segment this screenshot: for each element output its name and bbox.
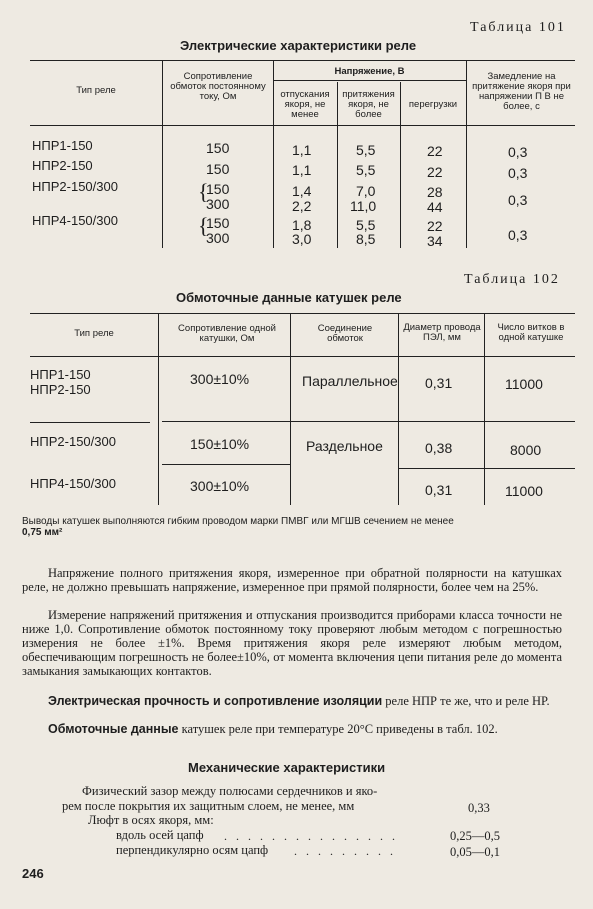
t102-row3-turns: 11000 <box>505 483 543 499</box>
paragraph-2: Измерение напряжений притяжения и отпускания производится приборами класса точности не ниже 1,0. Сопротивление обмоток постоянному току проверяют любым методом с погрешностью измерения не более ±1%. Время притяжения якоря реле измеряют любым методом, обеспечивающим погрешность не более±10%, от момента включения цепи питания реле до момента замыкания замыкающих контактов. <box>22 608 562 678</box>
t101-row1-pickup: 5,5 <box>356 142 376 158</box>
paragraph-4 <box>22 722 562 736</box>
t102-row2-name: НПР2-150/300 <box>30 434 116 449</box>
t102-footnote-line2: 0,75 мм² <box>22 527 63 538</box>
t101-row4-resistance-1: 150 <box>206 215 230 231</box>
t102-header-resistance: Сопротивление одной катушки, Ом <box>178 323 276 344</box>
t101-row4-pickup-2: 8,5 <box>356 231 376 247</box>
t101-row3-resistance-2: 300 <box>206 196 230 212</box>
t101-header-resistance: Сопротивление обмоток постоянному току, Ом <box>170 71 266 102</box>
t101-row1-delay: 0,3 <box>508 144 528 160</box>
mech-line-3: Люфт в осях якоря, мм: <box>88 813 214 827</box>
t101-row3-overload-2: 44 <box>427 199 443 215</box>
mech-line-4: вдоль осей цапф <box>116 828 204 842</box>
t101-row1-overload: 22 <box>427 143 443 159</box>
t102-row2-resistance: 150±10% <box>190 436 250 452</box>
mech-value-5: 0,05—0,1 <box>450 845 500 859</box>
t102-row2-diameter: 0,38 <box>425 440 453 456</box>
table-101-title: Электрические характеристики реле <box>180 38 417 53</box>
t102-header-connection: Соединение обмоток <box>317 323 373 344</box>
t101-header-type: Тип реле <box>76 85 116 96</box>
t102-footnote-line1: Выводы катушек выполняются гибким проводом марки ПМВГ или МГШВ сечением не менее <box>22 516 454 527</box>
t102-row1-connection: Параллельное <box>302 373 398 389</box>
t101-row3-delay: 0,3 <box>508 192 528 208</box>
t101-row3-release-1: 1,4 <box>292 183 312 199</box>
mech-line-2: рем после покрытия их защитным слоем, не менее, мм <box>62 799 355 813</box>
t101-row2-pickup: 5,5 <box>356 162 376 178</box>
t101-header-overload: перегрузки <box>408 99 458 110</box>
t102-row3-diameter: 0,31 <box>425 482 453 498</box>
t101-row3-overload-1: 28 <box>427 184 443 200</box>
t101-row3-pickup-2: 11,0 <box>350 198 377 214</box>
mech-value-4: 0,25—0,5 <box>450 829 500 843</box>
t101-row3-name: НПР2-150/300 <box>32 179 118 194</box>
mech-leader-4: . . . . . . . . . . . . . . . <box>224 829 398 843</box>
t101-row2-name: НПР2-150 <box>32 158 93 173</box>
t101-header-voltage: Напряжение, В <box>334 66 405 77</box>
t101-row2-resistance: 150 <box>206 161 230 177</box>
mech-value-1: 0,33 <box>468 801 490 815</box>
t101-row2-overload: 22 <box>427 164 443 180</box>
t101-row4-pickup-1: 5,5 <box>356 217 376 233</box>
table-102-title: Обмоточные данные катушек реле <box>176 290 402 305</box>
paragraph-4-rest: катушек реле при температуре 20°С приведены в табл. 102. <box>178 722 498 736</box>
paragraph-3 <box>22 694 562 708</box>
t102-row2-turns: 8000 <box>510 442 542 458</box>
mech-line-1: Физический зазор между полюсами сердечников и яко- <box>82 784 378 798</box>
t101-row2-release: 1,1 <box>292 162 312 178</box>
t101-row2-delay: 0,3 <box>508 165 528 181</box>
t101-row4-name: НПР4-150/300 <box>32 213 118 228</box>
t102-row1-turns: 11000 <box>505 376 543 392</box>
t101-row4-resistance-2: 300 <box>206 230 230 246</box>
paragraph-4-bold: Обмоточные данные <box>48 722 179 736</box>
table-102-caption: Таблица 102 <box>464 272 560 287</box>
t101-row4-brace: { <box>198 213 209 238</box>
t102-header-turns: Число витков в одной катушке <box>497 322 565 343</box>
paragraph-3-bold: Электрическая прочность и сопротивление изоляции <box>48 694 383 708</box>
t102-row1-diameter: 0,31 <box>425 375 453 391</box>
t101-row3-brace: { <box>198 179 209 204</box>
t102-header-diameter: Диаметр провода ПЭЛ, мм <box>403 322 481 343</box>
t101-header-delay: Замедление на притяжение якоря при напряжении П В не более, с <box>472 71 571 112</box>
mechanical-title: Механические характеристики <box>188 760 386 775</box>
mech-leader-5: . . . . . . . . . <box>294 844 396 858</box>
t101-row1-name: НПР1-150 <box>32 138 93 153</box>
t102-header-type: Тип реле <box>74 328 114 339</box>
t101-row4-release-2: 3,0 <box>292 231 312 247</box>
paragraph-1: Напряжение полного притяжения якоря, измеренное при обратной полярности на катушках реле, не должно превышать напряжение, измеренное при прямой полярности, более чем на 25%. <box>22 566 562 594</box>
t101-row3-release-2: 2,2 <box>292 198 312 214</box>
t102-row1-name-1: НПР1-150 <box>30 367 91 382</box>
t101-row1-resistance: 150 <box>206 140 230 156</box>
t101-row1-release: 1,1 <box>292 142 312 158</box>
t102-row3-resistance: 300±10% <box>190 478 250 494</box>
t101-row3-resistance-1: 150 <box>206 181 230 197</box>
t101-header-release: отпускания якоря, не менее <box>280 89 330 120</box>
t102-row1-name-2: НПР2-150 <box>30 382 91 397</box>
paragraph-3-rest: реле НПР те же, что и реле НР. <box>382 694 550 708</box>
t102-footnote <box>22 516 562 538</box>
mech-line-5: перпендикулярно осям цапф <box>116 843 269 857</box>
page-number: 246 <box>22 866 44 881</box>
t101-row4-delay: 0,3 <box>508 227 528 243</box>
t101-row4-overload-2: 34 <box>427 233 443 249</box>
t101-row4-overload-1: 22 <box>427 218 443 234</box>
table-101-caption: Таблица 101 <box>470 20 566 35</box>
t101-row4-release-1: 1,8 <box>292 217 312 233</box>
t102-row2-connection: Раздельное <box>306 438 383 454</box>
t101-row3-pickup-1: 7,0 <box>356 183 376 199</box>
t102-row3-name: НПР4-150/300 <box>30 476 116 491</box>
t101-header-pickup: притяжения якоря, не более <box>342 89 395 120</box>
t102-row1-resistance: 300±10% <box>190 371 250 387</box>
